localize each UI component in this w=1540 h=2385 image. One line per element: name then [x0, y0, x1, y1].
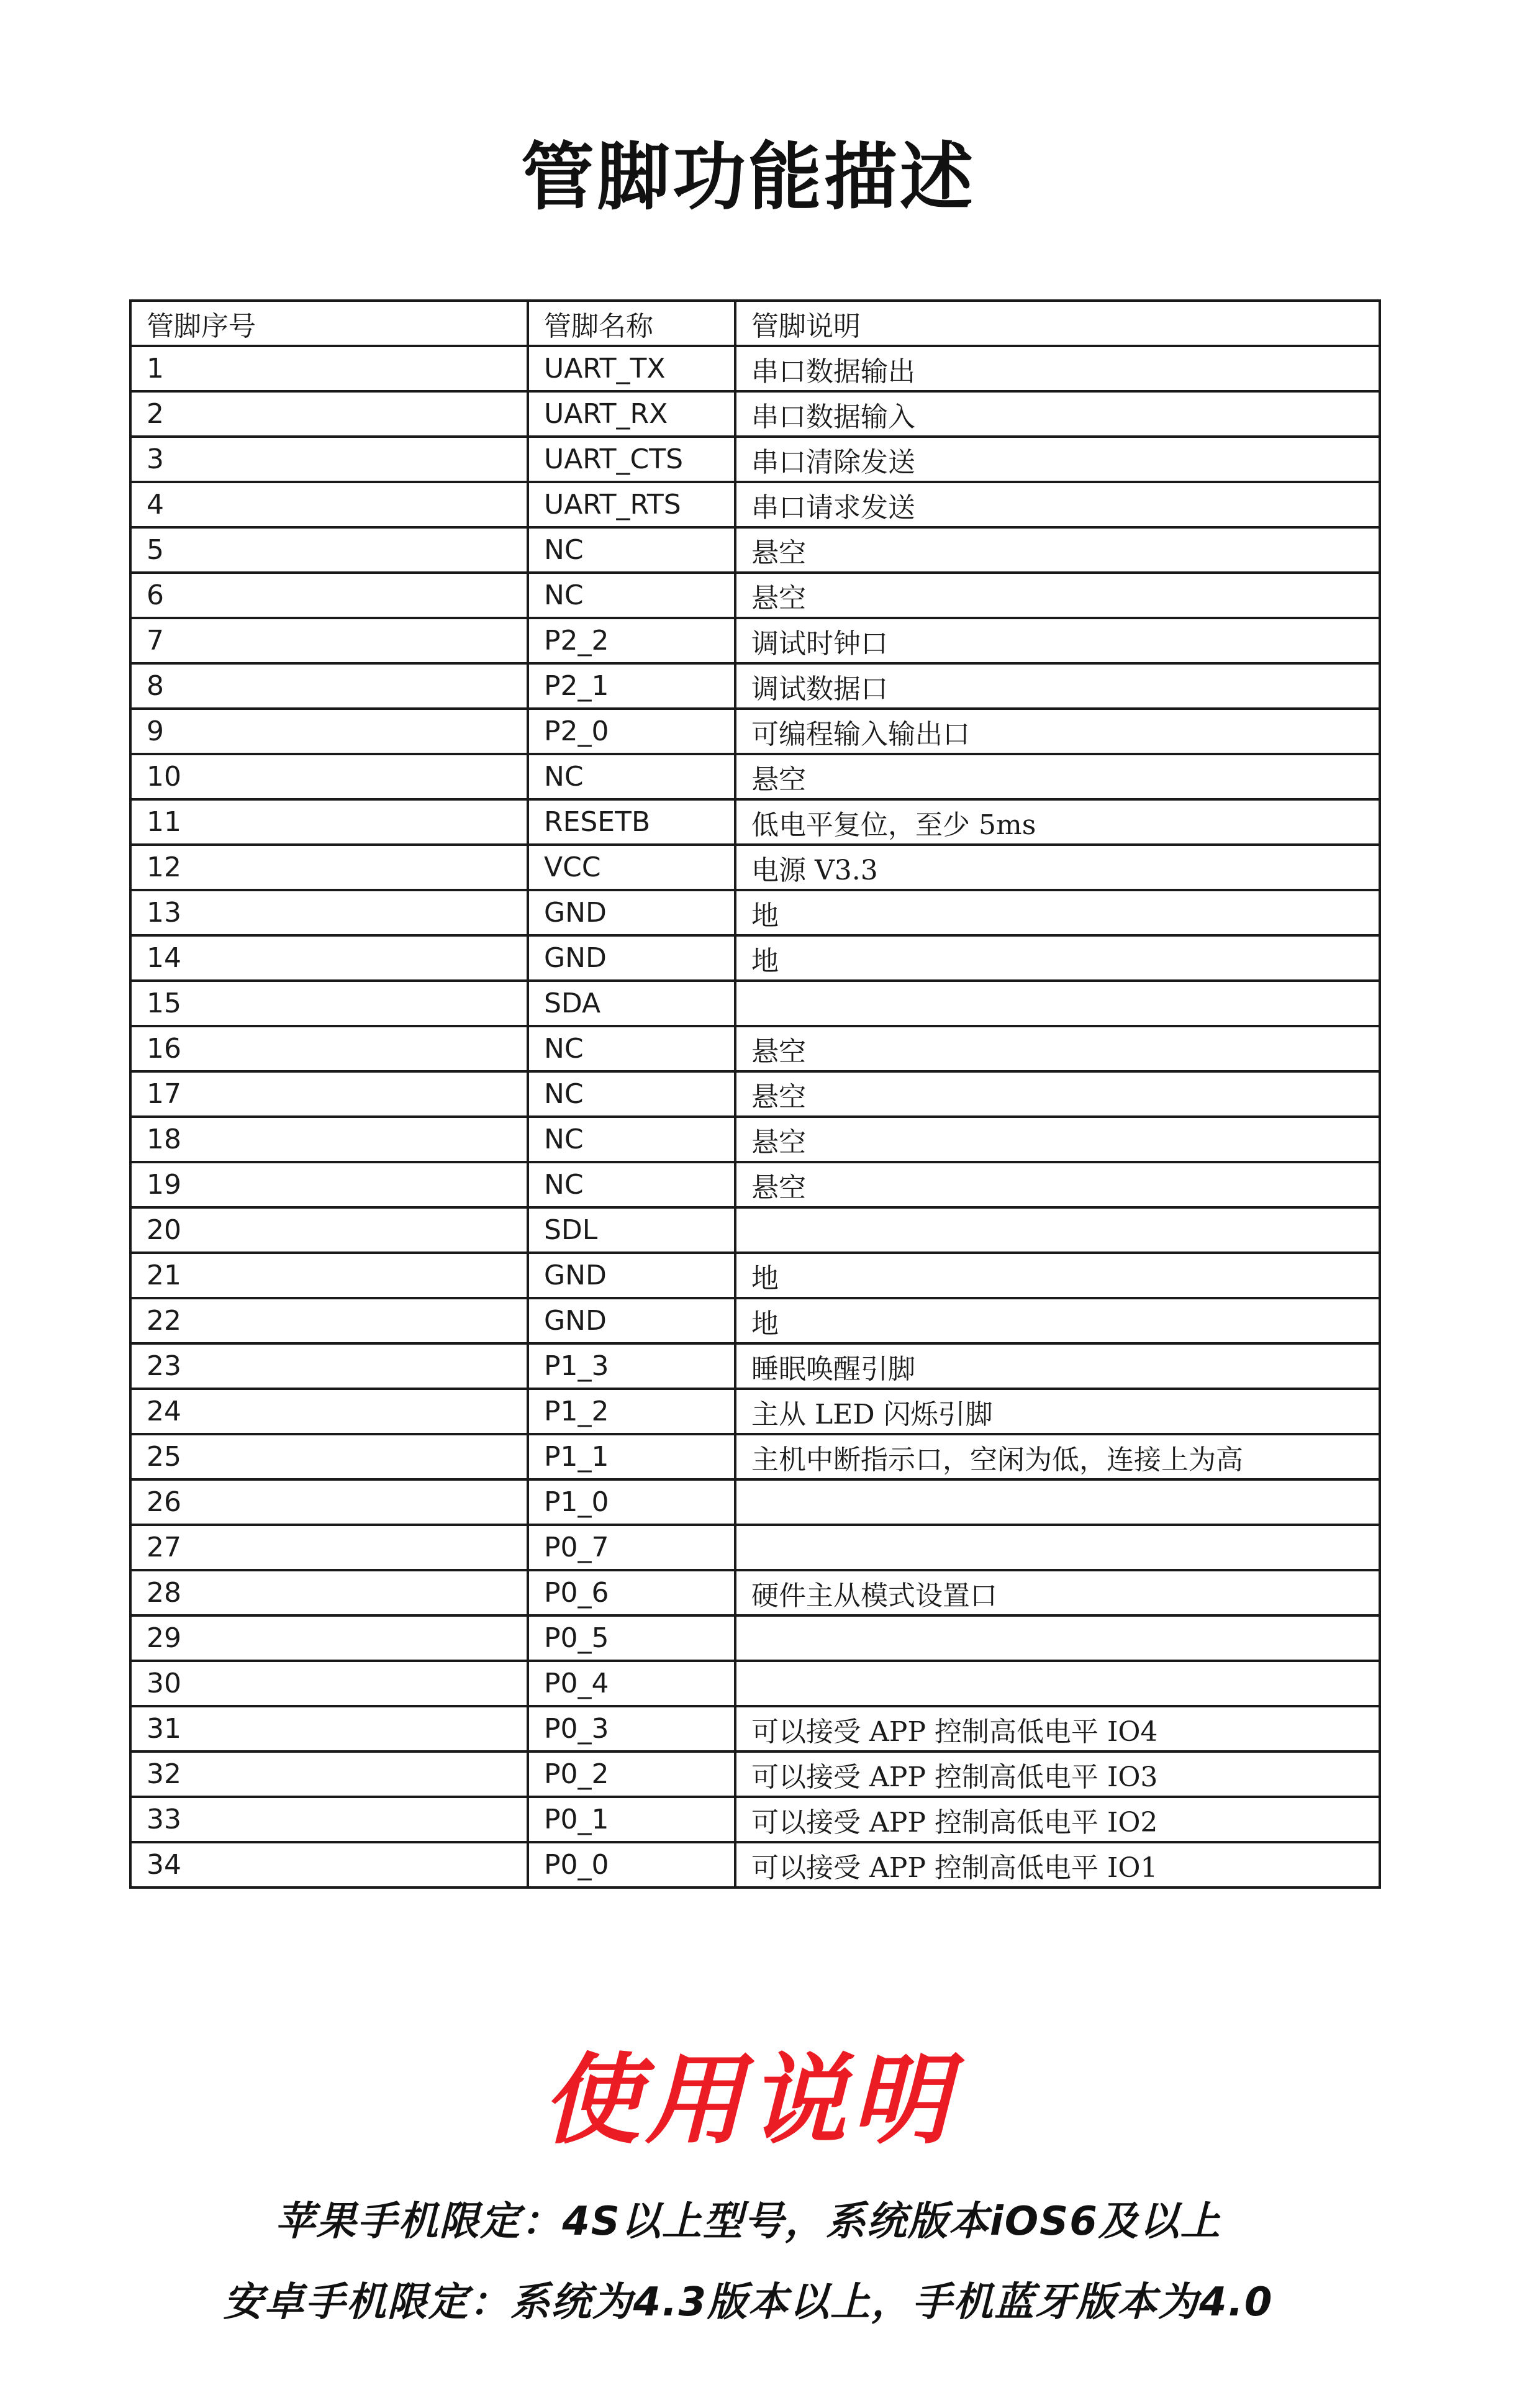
- table-row: [130, 845, 1380, 890]
- pin-name-cell: P2_1: [528, 663, 735, 709]
- table-row: [130, 981, 1380, 1026]
- pin-description-cell: [735, 1615, 1380, 1661]
- pin-name-cell: RESETB: [528, 799, 735, 845]
- table-row: [130, 618, 1380, 663]
- table-row: [130, 1434, 1380, 1479]
- table-row: [130, 1298, 1380, 1343]
- table-row: [130, 1706, 1380, 1751]
- pin-number-cell: 15: [130, 981, 528, 1026]
- pin-number-cell: 32: [130, 1751, 528, 1797]
- pin-description-cell: 主从 LED 闪烁引脚: [735, 1389, 1380, 1434]
- pin-name-cell: P0_1: [528, 1797, 735, 1842]
- pin-name-cell: SDL: [528, 1207, 735, 1253]
- table-row: [130, 346, 1380, 391]
- table-row: [130, 1026, 1380, 1071]
- pin-description-cell: 串口数据输入: [735, 391, 1380, 437]
- pin-number-cell: 19: [130, 1162, 528, 1207]
- pin-name-cell: GND: [528, 1253, 735, 1298]
- pin-number-cell: 21: [130, 1253, 528, 1298]
- pin-name-cell: P0_3: [528, 1706, 735, 1751]
- pin-name-cell: P1_0: [528, 1479, 735, 1525]
- pin-number-cell: 13: [130, 890, 528, 935]
- table-row: [130, 1117, 1380, 1162]
- table-row: [130, 1389, 1380, 1434]
- table-row: [130, 890, 1380, 935]
- table-row: [130, 1525, 1380, 1570]
- pin-name-cell: GND: [528, 935, 735, 981]
- pin-name-cell: P1_3: [528, 1343, 735, 1389]
- table-row: [130, 1479, 1380, 1525]
- pin-description-cell: 地: [735, 935, 1380, 981]
- table-row: [130, 1751, 1380, 1797]
- pin-description-cell: 可以接受 APP 控制高低电平 IO4: [735, 1706, 1380, 1751]
- table-row: [130, 391, 1380, 437]
- pin-number-cell: 4: [130, 482, 528, 527]
- pin-number-cell: 10: [130, 754, 528, 799]
- pin-number-cell: 5: [130, 527, 528, 573]
- pin-number-cell: 3: [130, 437, 528, 482]
- table-row: [130, 663, 1380, 709]
- pin-number-cell: 28: [130, 1570, 528, 1615]
- pin-number-cell: 25: [130, 1434, 528, 1479]
- pin-name-cell: P1_1: [528, 1434, 735, 1479]
- pin-number-cell: 30: [130, 1661, 528, 1706]
- pin-description-cell: 主机中断指示口，空闲为低，连接上为高: [735, 1434, 1380, 1479]
- table-row: [130, 1207, 1380, 1253]
- pin-description-cell: [735, 1661, 1380, 1706]
- pin-description-cell: 可以接受 APP 控制高低电平 IO2: [735, 1797, 1380, 1842]
- pin-description-cell: 可以接受 APP 控制高低电平 IO3: [735, 1751, 1380, 1797]
- pin-name-cell: UART_CTS: [528, 437, 735, 482]
- table-row: [130, 709, 1380, 754]
- pin-description-cell: 低电平复位，至少 5ms: [735, 799, 1380, 845]
- pin-name-cell: UART_RTS: [528, 482, 735, 527]
- pin-number-cell: 20: [130, 1207, 528, 1253]
- pin-number-cell: 23: [130, 1343, 528, 1389]
- pin-description-cell: 悬空: [735, 1162, 1380, 1207]
- pin-name-cell: P2_0: [528, 709, 735, 754]
- pin-description-cell: [735, 981, 1380, 1026]
- pin-description-cell: 地: [735, 890, 1380, 935]
- pin-name-cell: P0_2: [528, 1751, 735, 1797]
- pin-number-cell: 8: [130, 663, 528, 709]
- pin-description-cell: 地: [735, 1298, 1380, 1343]
- pin-description-cell: 串口请求发送: [735, 482, 1380, 527]
- table-row: [130, 1661, 1380, 1706]
- pin-description-cell: [735, 1479, 1380, 1525]
- table-body: [130, 346, 1380, 1888]
- pin-name-cell: NC: [528, 573, 735, 618]
- table-row: [130, 482, 1380, 527]
- pin-number-cell: 26: [130, 1479, 528, 1525]
- usage-title: 使用说明: [542, 2043, 954, 2158]
- pin-description-cell: 串口数据输出: [735, 346, 1380, 391]
- header-pin-description: 管脚说明: [735, 301, 1380, 346]
- pin-number-cell: 34: [130, 1842, 528, 1888]
- pin-description-cell: 调试时钟口: [735, 618, 1380, 663]
- pin-number-cell: 12: [130, 845, 528, 890]
- pin-description-cell: 串口清除发送: [735, 437, 1380, 482]
- table-row: [130, 1842, 1380, 1888]
- pin-name-cell: P0_7: [528, 1525, 735, 1570]
- pin-number-cell: 7: [130, 618, 528, 663]
- pin-number-cell: 22: [130, 1298, 528, 1343]
- table-row: [130, 1570, 1380, 1615]
- android-requirement: 安卓手机限定：系统为4.3版本以上，手机蓝牙版本为4.0: [223, 2279, 1274, 2325]
- pin-name-cell: SDA: [528, 981, 735, 1026]
- pin-name-cell: P0_6: [528, 1570, 735, 1615]
- pin-name-cell: NC: [528, 527, 735, 573]
- header-pin-number: 管脚序号: [130, 301, 528, 346]
- pin-description-cell: 可编程输入输出口: [735, 709, 1380, 754]
- pin-number-cell: 2: [130, 391, 528, 437]
- pin-name-cell: P1_2: [528, 1389, 735, 1434]
- table-row: [130, 1071, 1380, 1117]
- pin-description-cell: 悬空: [735, 1071, 1380, 1117]
- pin-description-cell: 可以接受 APP 控制高低电平 IO1: [735, 1842, 1380, 1888]
- pin-number-cell: 6: [130, 573, 528, 618]
- table-row: [130, 573, 1380, 618]
- pin-name-cell: NC: [528, 754, 735, 799]
- pin-number-cell: 1: [130, 346, 528, 391]
- pin-name-cell: VCC: [528, 845, 735, 890]
- pin-description-cell: 地: [735, 1253, 1380, 1298]
- pin-number-cell: 27: [130, 1525, 528, 1570]
- table-row: [130, 1343, 1380, 1389]
- pin-name-cell: GND: [528, 1298, 735, 1343]
- pin-description-cell: 睡眠唤醒引脚: [735, 1343, 1380, 1389]
- pin-description-cell: [735, 1207, 1380, 1253]
- pin-description-cell: [735, 1525, 1380, 1570]
- table-row: [130, 1162, 1380, 1207]
- pin-description-cell: 悬空: [735, 573, 1380, 618]
- table-row: [130, 437, 1380, 482]
- pin-number-cell: 17: [130, 1071, 528, 1117]
- pin-name-cell: UART_TX: [528, 346, 735, 391]
- pin-name-cell: NC: [528, 1162, 735, 1207]
- pin-number-cell: 11: [130, 799, 528, 845]
- pin-name-cell: UART_RX: [528, 391, 735, 437]
- pin-description-cell: 悬空: [735, 754, 1380, 799]
- table-row: [130, 1615, 1380, 1661]
- pin-name-cell: P2_2: [528, 618, 735, 663]
- table-row: [130, 1797, 1380, 1842]
- table-row: [130, 527, 1380, 573]
- pin-description-cell: 悬空: [735, 1117, 1380, 1162]
- pin-number-cell: 33: [130, 1797, 528, 1842]
- pin-name-cell: GND: [528, 890, 735, 935]
- pin-name-cell: P0_0: [528, 1842, 735, 1888]
- pin-name-cell: NC: [528, 1117, 735, 1162]
- table-header-row: [130, 301, 1380, 346]
- pin-description-cell: 悬空: [735, 527, 1380, 573]
- pin-description-cell: 电源 V3.3: [735, 845, 1380, 890]
- page-title: 管脚功能描述: [520, 134, 976, 220]
- table-row: [130, 754, 1380, 799]
- pin-number-cell: 29: [130, 1615, 528, 1661]
- header-pin-name: 管脚名称: [528, 301, 735, 346]
- table-row: [130, 935, 1380, 981]
- pin-description-cell: 调试数据口: [735, 663, 1380, 709]
- pin-description-cell: 硬件主从模式设置口: [735, 1570, 1380, 1615]
- pin-number-cell: 9: [130, 709, 528, 754]
- pin-name-cell: NC: [528, 1071, 735, 1117]
- iphone-requirement: 苹果手机限定：4S以上型号，系统版本iOS6及以上: [275, 2199, 1221, 2245]
- table-row: [130, 799, 1380, 845]
- table-row: [130, 1253, 1380, 1298]
- pin-name-cell: P0_5: [528, 1615, 735, 1661]
- pin-name-cell: P0_4: [528, 1661, 735, 1706]
- pin-description-cell: 悬空: [735, 1026, 1380, 1071]
- pin-function-table: [129, 299, 1381, 1889]
- pin-number-cell: 31: [130, 1706, 528, 1751]
- pin-number-cell: 18: [130, 1117, 528, 1162]
- pin-name-cell: NC: [528, 1026, 735, 1071]
- pin-number-cell: 14: [130, 935, 528, 981]
- pin-number-cell: 16: [130, 1026, 528, 1071]
- pin-number-cell: 24: [130, 1389, 528, 1434]
